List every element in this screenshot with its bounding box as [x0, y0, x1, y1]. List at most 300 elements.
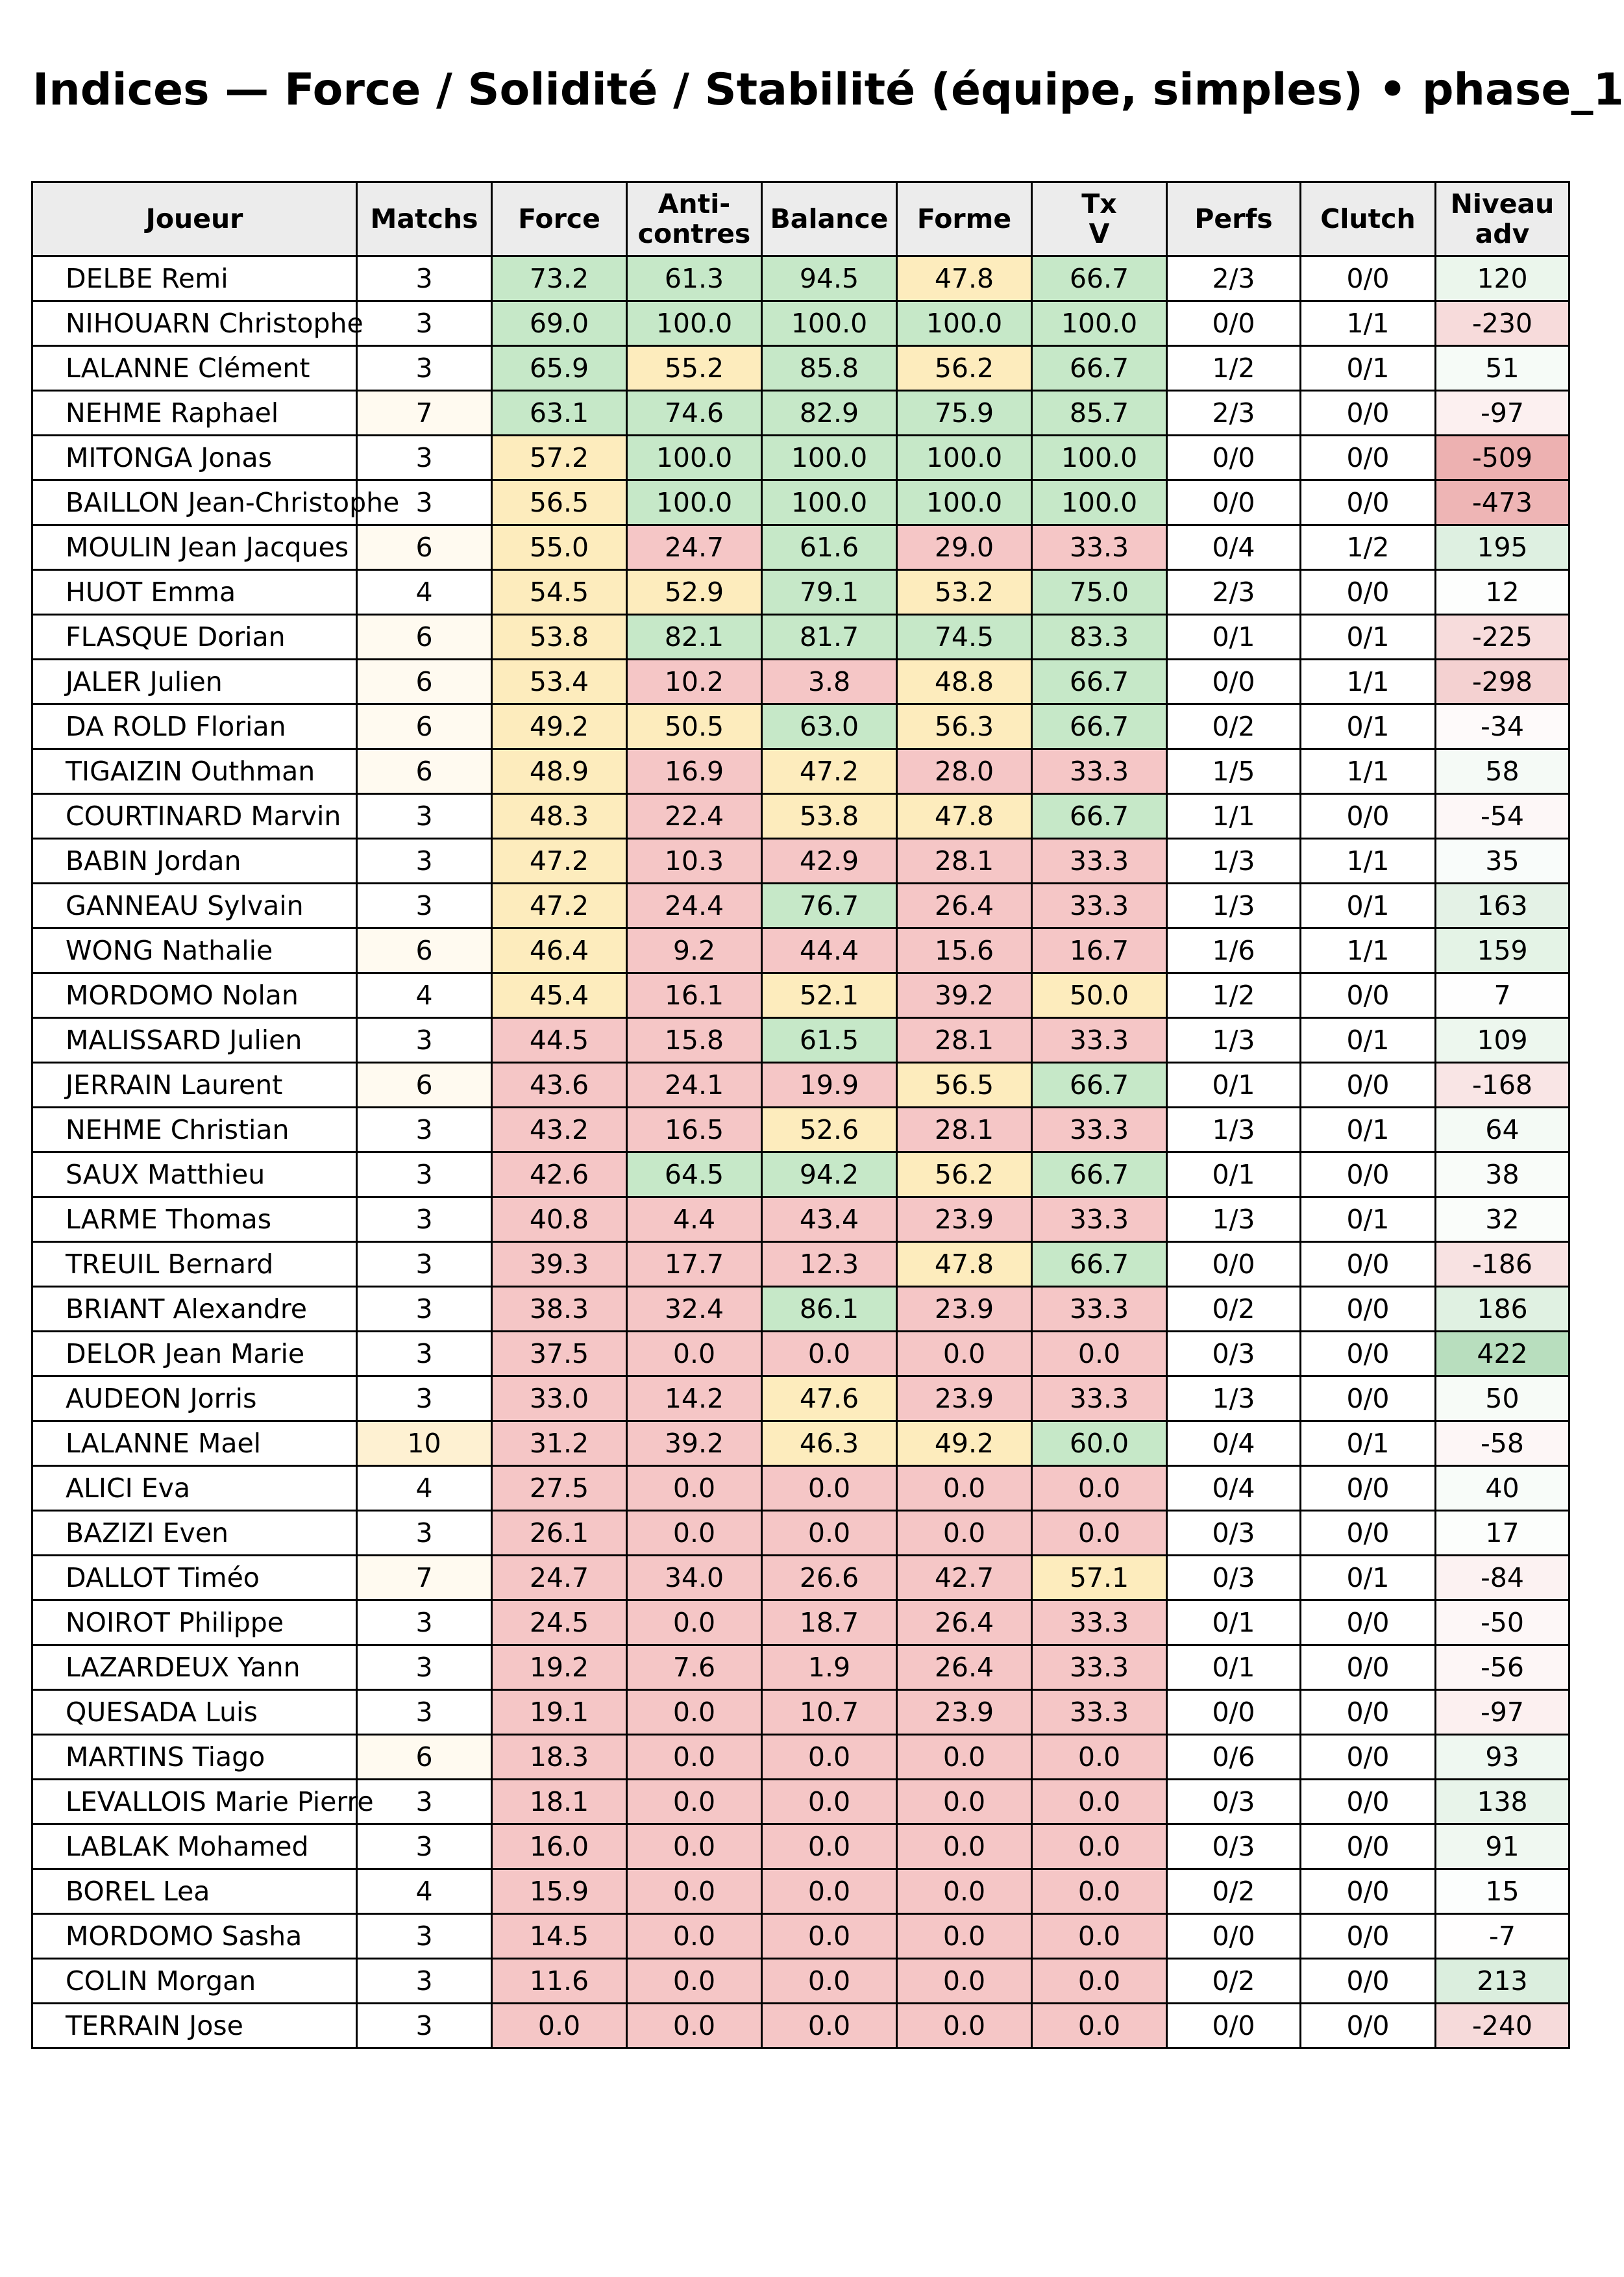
- cell-clutch: 0/0: [1301, 1914, 1436, 1959]
- cell-clutch: 0/0: [1301, 436, 1436, 480]
- cell-anti: 7.6: [627, 1645, 762, 1690]
- cell-matchs: 3: [357, 1690, 492, 1735]
- table-row: [32, 1063, 1569, 1108]
- cell-forme: 100.0: [897, 301, 1032, 346]
- cell-forme: 100.0: [897, 480, 1032, 525]
- cell-niveau: 51: [1436, 346, 1569, 391]
- cell-force: 47.2: [492, 884, 627, 928]
- cell-txv: 33.3: [1032, 839, 1167, 884]
- cell-balance: 0.0: [762, 1914, 897, 1959]
- table-row: [32, 704, 1569, 749]
- cell-perfs: 0/2: [1167, 1959, 1301, 2004]
- cell-clutch: 0/0: [1301, 391, 1436, 436]
- cell-force: 54.5: [492, 570, 627, 615]
- cell-joueur: JALER Julien: [32, 660, 357, 704]
- cell-matchs: 3: [357, 1600, 492, 1645]
- cell-niveau: -50: [1436, 1600, 1569, 1645]
- cell-clutch: 0/1: [1301, 884, 1436, 928]
- cell-clutch: 0/1: [1301, 346, 1436, 391]
- cell-clutch: 0/0: [1301, 1600, 1436, 1645]
- cell-anti: 0.0: [627, 1511, 762, 1556]
- cell-clutch: 0/0: [1301, 1690, 1436, 1735]
- column-header-anti-contres: [627, 182, 762, 256]
- cell-anti: 52.9: [627, 570, 762, 615]
- cell-anti: 61.3: [627, 256, 762, 301]
- column-header-label: Niveau: [1450, 188, 1555, 220]
- cell-joueur: BOREL Lea: [32, 1869, 357, 1914]
- cell-joueur: LALANNE Clément: [32, 346, 357, 391]
- cell-joueur: NEHME Raphael: [32, 391, 357, 436]
- cell-clutch: 1/2: [1301, 525, 1436, 570]
- cell-clutch: 0/0: [1301, 1511, 1436, 1556]
- cell-anti: 0.0: [627, 1332, 762, 1376]
- table-row: [32, 346, 1569, 391]
- cell-joueur: QUESADA Luis: [32, 1690, 357, 1735]
- table-row: [32, 1780, 1569, 1824]
- cell-balance: 3.8: [762, 660, 897, 704]
- indices-table: [31, 181, 1570, 2049]
- cell-perfs: 0/0: [1167, 2004, 1301, 2048]
- cell-perfs: 0/3: [1167, 1556, 1301, 1600]
- cell-perfs: 1/3: [1167, 1018, 1301, 1063]
- cell-force: 15.9: [492, 1869, 627, 1914]
- cell-joueur: LAZARDEUX Yann: [32, 1645, 357, 1690]
- cell-clutch: 1/1: [1301, 749, 1436, 794]
- cell-txv: 0.0: [1032, 2004, 1167, 2048]
- column-header-niveau-adv: [1436, 182, 1569, 256]
- column-header-balance: [762, 182, 897, 256]
- cell-perfs: 0/3: [1167, 1511, 1301, 1556]
- cell-clutch: 1/1: [1301, 660, 1436, 704]
- cell-forme: 0.0: [897, 1466, 1032, 1511]
- cell-anti: 50.5: [627, 704, 762, 749]
- cell-perfs: 0/4: [1167, 525, 1301, 570]
- cell-joueur: NEHME Christian: [32, 1108, 357, 1152]
- cell-force: 40.8: [492, 1197, 627, 1242]
- cell-matchs: 7: [357, 1556, 492, 1600]
- cell-forme: 0.0: [897, 1914, 1032, 1959]
- cell-forme: 26.4: [897, 1645, 1032, 1690]
- cell-matchs: 3: [357, 1914, 492, 1959]
- cell-perfs: 0/0: [1167, 660, 1301, 704]
- cell-matchs: 3: [357, 1824, 492, 1869]
- cell-niveau: 35: [1436, 839, 1569, 884]
- cell-balance: 61.5: [762, 1018, 897, 1063]
- cell-clutch: 1/1: [1301, 301, 1436, 346]
- cell-anti: 100.0: [627, 301, 762, 346]
- cell-clutch: 0/0: [1301, 2004, 1436, 2048]
- cell-anti: 15.8: [627, 1018, 762, 1063]
- table-row: [32, 1600, 1569, 1645]
- table-row: [32, 1914, 1569, 1959]
- cell-matchs: 3: [357, 1197, 492, 1242]
- cell-clutch: 0/0: [1301, 1287, 1436, 1332]
- cell-niveau: 213: [1436, 1959, 1569, 2004]
- column-header-joueur: [32, 182, 357, 256]
- cell-clutch: 0/0: [1301, 1824, 1436, 1869]
- table-row: [32, 1242, 1569, 1287]
- cell-balance: 10.7: [762, 1690, 897, 1735]
- cell-perfs: 1/2: [1167, 973, 1301, 1018]
- cell-balance: 0.0: [762, 1466, 897, 1511]
- cell-anti: 0.0: [627, 1780, 762, 1824]
- cell-txv: 0.0: [1032, 1332, 1167, 1376]
- cell-perfs: 0/1: [1167, 1600, 1301, 1645]
- cell-niveau: -225: [1436, 615, 1569, 660]
- cell-matchs: 3: [357, 301, 492, 346]
- cell-perfs: 0/0: [1167, 1914, 1301, 1959]
- cell-force: 0.0: [492, 2004, 627, 2048]
- cell-balance: 94.5: [762, 256, 897, 301]
- cell-perfs: 1/1: [1167, 794, 1301, 839]
- cell-joueur: GANNEAU Sylvain: [32, 884, 357, 928]
- cell-anti: 24.7: [627, 525, 762, 570]
- cell-joueur: TERRAIN Jose: [32, 2004, 357, 2048]
- cell-txv: 33.3: [1032, 1197, 1167, 1242]
- table-row: [32, 1421, 1569, 1466]
- cell-clutch: 0/1: [1301, 704, 1436, 749]
- cell-forme: 0.0: [897, 2004, 1032, 2048]
- cell-anti: 24.4: [627, 884, 762, 928]
- cell-anti: 24.1: [627, 1063, 762, 1108]
- cell-force: 38.3: [492, 1287, 627, 1332]
- column-header-tx-v: [1032, 182, 1167, 256]
- table-row: [32, 391, 1569, 436]
- table-row: [32, 570, 1569, 615]
- cell-perfs: 0/2: [1167, 1869, 1301, 1914]
- table-row: [32, 480, 1569, 525]
- cell-joueur: MOULIN Jean Jacques: [32, 525, 357, 570]
- cell-perfs: 0/0: [1167, 1242, 1301, 1287]
- cell-force: 65.9: [492, 346, 627, 391]
- cell-anti: 55.2: [627, 346, 762, 391]
- cell-perfs: 1/3: [1167, 884, 1301, 928]
- cell-txv: 100.0: [1032, 480, 1167, 525]
- cell-txv: 66.7: [1032, 1242, 1167, 1287]
- cell-perfs: 0/2: [1167, 1287, 1301, 1332]
- cell-perfs: 0/6: [1167, 1735, 1301, 1780]
- cell-balance: 47.2: [762, 749, 897, 794]
- column-header-forme: [897, 182, 1032, 256]
- cell-anti: 0.0: [627, 1600, 762, 1645]
- cell-niveau: -56: [1436, 1645, 1569, 1690]
- header-row: [32, 182, 1569, 256]
- cell-niveau: 93: [1436, 1735, 1569, 1780]
- cell-balance: 81.7: [762, 615, 897, 660]
- cell-joueur: MARTINS Tiago: [32, 1735, 357, 1780]
- cell-niveau: 15: [1436, 1869, 1569, 1914]
- table-row: [32, 1556, 1569, 1600]
- cell-force: 56.5: [492, 480, 627, 525]
- cell-anti: 0.0: [627, 1735, 762, 1780]
- table-body: [32, 256, 1569, 2048]
- cell-perfs: 0/3: [1167, 1332, 1301, 1376]
- cell-anti: 100.0: [627, 436, 762, 480]
- cell-forme: 47.8: [897, 1242, 1032, 1287]
- cell-joueur: LARME Thomas: [32, 1197, 357, 1242]
- cell-txv: 33.3: [1032, 749, 1167, 794]
- cell-txv: 33.3: [1032, 525, 1167, 570]
- cell-anti: 0.0: [627, 1914, 762, 1959]
- cell-txv: 66.7: [1032, 256, 1167, 301]
- cell-joueur: HUOT Emma: [32, 570, 357, 615]
- cell-niveau: 58: [1436, 749, 1569, 794]
- cell-matchs: 3: [357, 1287, 492, 1332]
- cell-forme: 0.0: [897, 1869, 1032, 1914]
- cell-niveau: -473: [1436, 480, 1569, 525]
- cell-matchs: 4: [357, 1869, 492, 1914]
- table-row: [32, 1287, 1569, 1332]
- cell-niveau: 91: [1436, 1824, 1569, 1869]
- table-row: [32, 436, 1569, 480]
- cell-joueur: LEVALLOIS Marie Pierre: [32, 1780, 357, 1824]
- cell-clutch: 0/1: [1301, 1108, 1436, 1152]
- cell-balance: 76.7: [762, 884, 897, 928]
- cell-txv: 0.0: [1032, 1466, 1167, 1511]
- cell-txv: 0.0: [1032, 1869, 1167, 1914]
- cell-perfs: 0/1: [1167, 1645, 1301, 1690]
- cell-matchs: 6: [357, 1735, 492, 1780]
- cell-perfs: 0/1: [1167, 1063, 1301, 1108]
- cell-balance: 52.1: [762, 973, 897, 1018]
- cell-forme: 0.0: [897, 1332, 1032, 1376]
- cell-matchs: 6: [357, 1063, 492, 1108]
- cell-forme: 56.2: [897, 346, 1032, 391]
- cell-txv: 50.0: [1032, 973, 1167, 1018]
- cell-clutch: 0/0: [1301, 1735, 1436, 1780]
- cell-clutch: 0/0: [1301, 256, 1436, 301]
- cell-txv: 75.0: [1032, 570, 1167, 615]
- cell-matchs: 10: [357, 1421, 492, 1466]
- cell-force: 53.8: [492, 615, 627, 660]
- cell-forme: 23.9: [897, 1690, 1032, 1735]
- cell-force: 14.5: [492, 1914, 627, 1959]
- cell-matchs: 3: [357, 1108, 492, 1152]
- cell-balance: 100.0: [762, 480, 897, 525]
- cell-force: 11.6: [492, 1959, 627, 2004]
- cell-perfs: 1/3: [1167, 1108, 1301, 1152]
- cell-perfs: 1/3: [1167, 839, 1301, 884]
- cell-clutch: 0/0: [1301, 480, 1436, 525]
- cell-niveau: 32: [1436, 1197, 1569, 1242]
- table-row: [32, 1959, 1569, 2004]
- cell-balance: 12.3: [762, 1242, 897, 1287]
- column-header-label: Tx: [1081, 188, 1117, 220]
- cell-balance: 63.0: [762, 704, 897, 749]
- cell-clutch: 0/0: [1301, 1063, 1436, 1108]
- cell-anti: 4.4: [627, 1197, 762, 1242]
- cell-joueur: TREUIL Bernard: [32, 1242, 357, 1287]
- cell-forme: 23.9: [897, 1287, 1032, 1332]
- cell-niveau: -54: [1436, 794, 1569, 839]
- cell-matchs: 3: [357, 839, 492, 884]
- cell-txv: 0.0: [1032, 1780, 1167, 1824]
- table-row: [32, 839, 1569, 884]
- column-header-label: Force: [518, 203, 600, 234]
- cell-clutch: 0/0: [1301, 973, 1436, 1018]
- cell-forme: 28.1: [897, 1108, 1032, 1152]
- cell-joueur: DALLOT Timéo: [32, 1556, 357, 1600]
- cell-niveau: -240: [1436, 2004, 1569, 2048]
- cell-txv: 33.3: [1032, 1690, 1167, 1735]
- column-header-force: [492, 182, 627, 256]
- column-header-label: Anti-: [658, 188, 731, 220]
- cell-anti: 16.5: [627, 1108, 762, 1152]
- cell-joueur: LABLAK Mohamed: [32, 1824, 357, 1869]
- cell-force: 63.1: [492, 391, 627, 436]
- cell-anti: 32.4: [627, 1287, 762, 1332]
- cell-balance: 86.1: [762, 1287, 897, 1332]
- column-header-perfs: [1167, 182, 1301, 256]
- cell-force: 37.5: [492, 1332, 627, 1376]
- column-header-matchs: [357, 182, 492, 256]
- cell-force: 18.3: [492, 1735, 627, 1780]
- table-row: [32, 615, 1569, 660]
- cell-forme: 28.1: [897, 1018, 1032, 1063]
- cell-balance: 53.8: [762, 794, 897, 839]
- cell-joueur: SAUX Matthieu: [32, 1152, 357, 1197]
- cell-forme: 28.1: [897, 839, 1032, 884]
- cell-txv: 33.3: [1032, 1287, 1167, 1332]
- cell-niveau: 12: [1436, 570, 1569, 615]
- cell-joueur: JERRAIN Laurent: [32, 1063, 357, 1108]
- cell-anti: 17.7: [627, 1242, 762, 1287]
- cell-matchs: 6: [357, 749, 492, 794]
- cell-perfs: 0/2: [1167, 704, 1301, 749]
- cell-niveau: -34: [1436, 704, 1569, 749]
- cell-forme: 26.4: [897, 884, 1032, 928]
- cell-anti: 74.6: [627, 391, 762, 436]
- cell-joueur: BABIN Jordan: [32, 839, 357, 884]
- column-header-label: Joueur: [145, 203, 243, 234]
- column-header-label: Forme: [917, 203, 1012, 234]
- cell-txv: 33.3: [1032, 1645, 1167, 1690]
- cell-forme: 23.9: [897, 1197, 1032, 1242]
- cell-forme: 0.0: [897, 1735, 1032, 1780]
- cell-clutch: 0/0: [1301, 1242, 1436, 1287]
- cell-clutch: 0/1: [1301, 615, 1436, 660]
- cell-force: 46.4: [492, 928, 627, 973]
- cell-joueur: COLIN Morgan: [32, 1959, 357, 2004]
- cell-anti: 14.2: [627, 1376, 762, 1421]
- cell-perfs: 0/3: [1167, 1824, 1301, 1869]
- column-header-label: Perfs: [1194, 203, 1273, 234]
- cell-txv: 0.0: [1032, 1959, 1167, 2004]
- cell-niveau: -168: [1436, 1063, 1569, 1108]
- column-header-clutch: [1301, 182, 1436, 256]
- cell-forme: 39.2: [897, 973, 1032, 1018]
- cell-niveau: 109: [1436, 1018, 1569, 1063]
- cell-matchs: 4: [357, 973, 492, 1018]
- cell-force: 31.2: [492, 1421, 627, 1466]
- cell-balance: 18.7: [762, 1600, 897, 1645]
- cell-matchs: 6: [357, 704, 492, 749]
- table-row: [32, 1152, 1569, 1197]
- table-row: [32, 1018, 1569, 1063]
- table-row: [32, 525, 1569, 570]
- cell-forme: 56.3: [897, 704, 1032, 749]
- cell-joueur: TIGAIZIN Outhman: [32, 749, 357, 794]
- cell-joueur: MALISSARD Julien: [32, 1018, 357, 1063]
- table-row: [32, 1690, 1569, 1735]
- cell-niveau: -97: [1436, 1690, 1569, 1735]
- cell-anti: 0.0: [627, 2004, 762, 2048]
- cell-joueur: WONG Nathalie: [32, 928, 357, 973]
- cell-force: 45.4: [492, 973, 627, 1018]
- cell-force: 33.0: [492, 1376, 627, 1421]
- cell-niveau: 40: [1436, 1466, 1569, 1511]
- cell-forme: 0.0: [897, 1959, 1032, 2004]
- cell-joueur: DELOR Jean Marie: [32, 1332, 357, 1376]
- cell-joueur: NIHOUARN Christophe: [32, 301, 357, 346]
- cell-perfs: 0/0: [1167, 480, 1301, 525]
- cell-perfs: 0/3: [1167, 1780, 1301, 1824]
- cell-forme: 47.8: [897, 256, 1032, 301]
- cell-joueur: AUDEON Jorris: [32, 1376, 357, 1421]
- column-header-label: adv: [1475, 218, 1530, 249]
- cell-txv: 33.3: [1032, 1018, 1167, 1063]
- cell-clutch: 0/0: [1301, 1332, 1436, 1376]
- cell-balance: 0.0: [762, 1869, 897, 1914]
- cell-forme: 23.9: [897, 1376, 1032, 1421]
- table-row: [32, 2004, 1569, 2048]
- cell-matchs: 3: [357, 256, 492, 301]
- cell-niveau: 120: [1436, 256, 1569, 301]
- cell-anti: 0.0: [627, 1690, 762, 1735]
- cell-joueur: BAZIZI Even: [32, 1511, 357, 1556]
- cell-balance: 19.9: [762, 1063, 897, 1108]
- cell-niveau: 7: [1436, 973, 1569, 1018]
- cell-anti: 16.9: [627, 749, 762, 794]
- cell-txv: 0.0: [1032, 1914, 1167, 1959]
- cell-matchs: 3: [357, 1645, 492, 1690]
- cell-clutch: 1/1: [1301, 928, 1436, 973]
- cell-clutch: 0/0: [1301, 1869, 1436, 1914]
- cell-perfs: 1/6: [1167, 928, 1301, 973]
- cell-anti: 22.4: [627, 794, 762, 839]
- cell-anti: 64.5: [627, 1152, 762, 1197]
- cell-forme: 47.8: [897, 794, 1032, 839]
- cell-anti: 34.0: [627, 1556, 762, 1600]
- cell-matchs: 3: [357, 1959, 492, 2004]
- cell-balance: 26.6: [762, 1556, 897, 1600]
- table-row: [32, 1376, 1569, 1421]
- cell-matchs: 3: [357, 436, 492, 480]
- cell-clutch: 0/0: [1301, 1959, 1436, 2004]
- cell-balance: 46.3: [762, 1421, 897, 1466]
- table-row: [32, 1332, 1569, 1376]
- cell-anti: 10.2: [627, 660, 762, 704]
- cell-forme: 0.0: [897, 1780, 1032, 1824]
- cell-balance: 52.6: [762, 1108, 897, 1152]
- cell-matchs: 3: [357, 1376, 492, 1421]
- cell-force: 47.2: [492, 839, 627, 884]
- cell-joueur: BRIANT Alexandre: [32, 1287, 357, 1332]
- cell-perfs: 0/0: [1167, 436, 1301, 480]
- cell-force: 39.3: [492, 1242, 627, 1287]
- cell-joueur: COURTINARD Marvin: [32, 794, 357, 839]
- cell-force: 44.5: [492, 1018, 627, 1063]
- cell-txv: 60.0: [1032, 1421, 1167, 1466]
- cell-matchs: 3: [357, 1511, 492, 1556]
- table-header: [32, 182, 1569, 256]
- cell-joueur: MITONGA Jonas: [32, 436, 357, 480]
- cell-force: 16.0: [492, 1824, 627, 1869]
- table-row: [32, 301, 1569, 346]
- cell-force: 49.2: [492, 704, 627, 749]
- cell-clutch: 1/1: [1301, 839, 1436, 884]
- cell-niveau: 163: [1436, 884, 1569, 928]
